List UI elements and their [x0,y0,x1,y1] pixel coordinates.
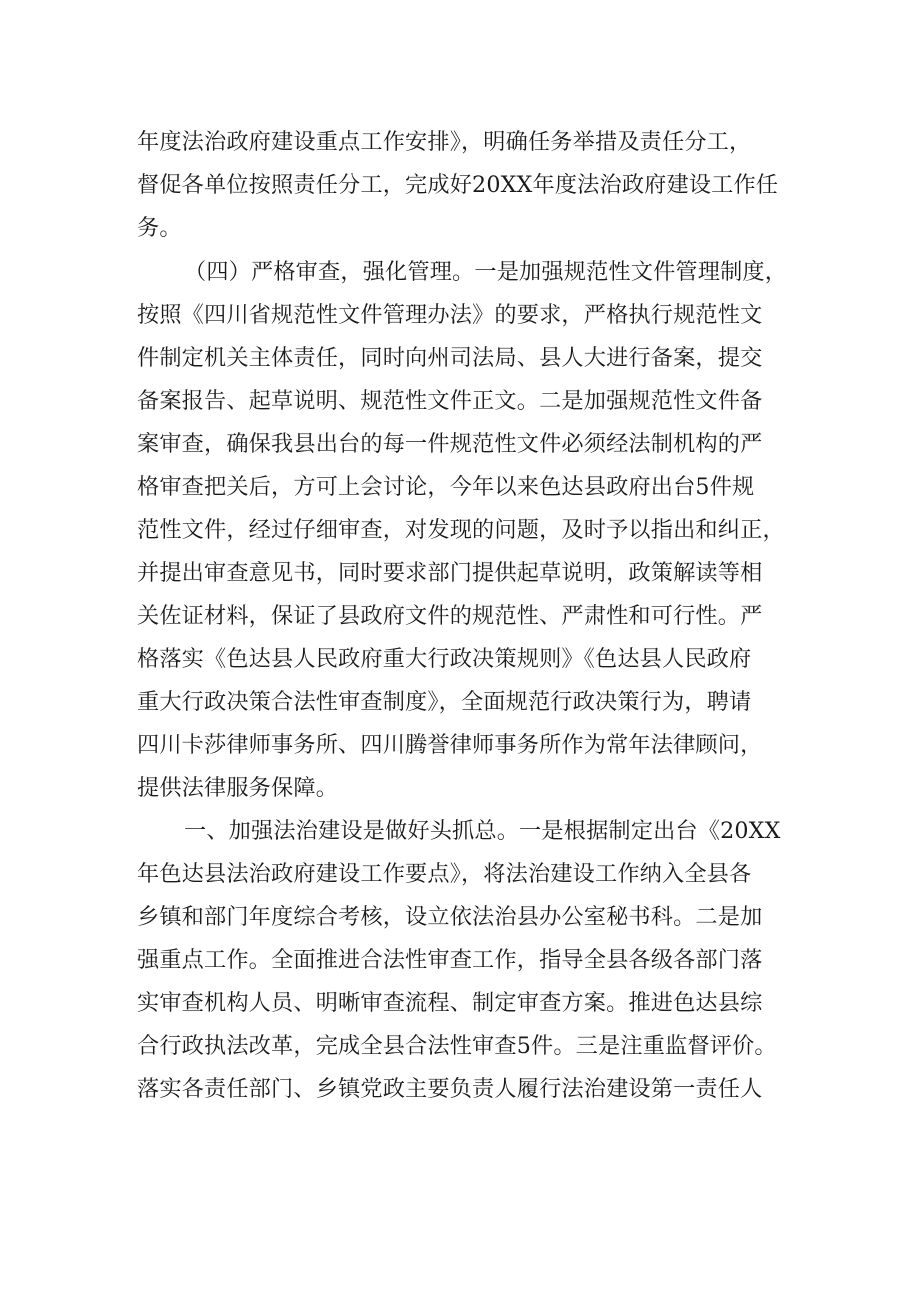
text-line: 格审查把关后，方可上会讨论，今年以来色达县政府出台5件规 [137,474,755,500]
text-line: 强重点工作。全面推进合法性审查工作，指导全县各级各部门落 [137,947,763,973]
text-line: 格落实《色达县人民政府重大行政决策规则》《色达县人民政府 [137,646,752,672]
text-line: 按照《四川省规范性文件管理办法》的要求，严格执行规范性文 [137,302,763,328]
text-line: 案审查，确保我县出台的每一件规范性文件必须经法制机构的严 [137,431,763,457]
text-line: 备案报告、起草说明、规范性文件正文。二是加强规范性文件备 [137,388,763,414]
text-line: 实审查机构人员、明晰审查流程、制定审查方案。推进色达县综 [137,990,763,1016]
text-line: 务。 [137,215,182,241]
text-line: 四川卡莎律师事务所、四川腾誉律师事务所作为常年法律顾问， [137,732,763,758]
text-line: 年度法治政府建设重点工作安排》，明确任务举措及责任分工， [137,129,752,155]
text-line: 关佐证材料，保证了县政府文件的规范性、严肃性和可行性。严 [137,603,763,629]
text-line: 重大行政决策合法性审查制度》，全面规范行政决策行为，聘请 [137,689,752,715]
text-line: 年色达县法治政府建设工作要点》，将法治建设工作纳入全县各 [137,861,752,887]
text-line: 落实各责任部门、乡镇党政主要负责人履行法治建设第一责任人 [137,1076,763,1102]
paragraph-heading-line: （四）严格审查，强化管理。一是加强规范性文件管理制度， [184,259,788,285]
text-line: 督促各单位按照责任分工，完成好20XX年度法治政府建设工作任 [137,172,779,198]
text-line: 合行政执法改革，完成全县合法性审查5件。三是注重监督评价。 [137,1033,777,1059]
text-line: 范性文件，经过仔细审查，对发现的问题，及时予以指出和纠正， [137,517,785,543]
paragraph-heading-line: 一、加强法治建设是做好头抓总。一是根据制定出台《20XX [184,818,781,844]
text-line: 并提出审查意见书，同时要求部门提供起草说明，政策解读等相 [137,560,763,586]
text-line: 提供法律服务保障。 [137,775,339,801]
text-line: 乡镇和部门年度综合考核，设立依法治县办公室秘书科。二是加 [137,904,763,930]
text-line: 件制定机关主体责任，同时向州司法局、县人大进行备案，提交 [137,345,763,371]
